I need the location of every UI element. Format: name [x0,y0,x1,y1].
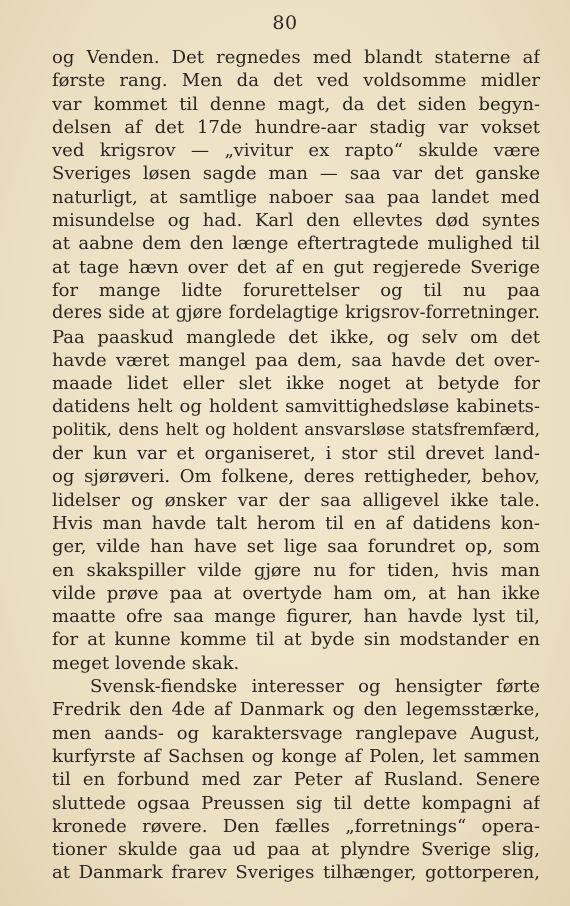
text-line: Paa paaskud manglede det ikke, og selv om det [52,326,540,348]
text-line: men aands- og karaktersvage ranglepave August, [52,722,540,744]
text-line: maatte ofre saa mange figurer, han havde lyst til, [52,606,540,628]
text-line: datidens helt og holdent samvittighedsløse kabinets- [52,396,540,418]
text-line: og Venden. Det regnedes med blandt staterne af [52,47,540,68]
text-line: tioner skulde gaa ud paa at plyndre Sverige slig, [52,839,540,861]
text-line: Hvis man havde talt herom til en af datidens kon- [52,512,540,534]
text-line: Sveriges løsen sagde man — saa var det ganske [52,163,540,185]
text-line: for at kunne komme til at byde sin modstander en [52,629,540,651]
text-line: var kommet til denne magt, da det siden begyn- [52,93,540,115]
text-line: Fredrik den 4de af Danmark og den legemsstærke, [52,699,540,721]
text-line: meget lovende skak. [52,652,240,674]
text-line: og sjørøveri. Om folkene, deres rettigheder, behov, [52,466,540,488]
text-line: for mange lidte forurettelser og til nu paa [52,279,540,301]
text-line: at aabne dem den længe eftertragtede mulighed til [52,233,540,255]
text-line: ved krigsrov — „vivitur ex rapto“ skulde være [52,140,540,162]
body-text [52,46,540,885]
text-line: deres side at gjøre fordelagtige krigsrov-forretninger. [52,303,540,324]
text-line: til en forbund med zar Peter af Rusland. Senere [52,769,540,791]
page-number: 80 [272,12,298,34]
text-line: Svensk-fiendske interesser og hensigter førte [90,676,540,698]
text-line: politik, dens helt og holdent ansvarsløse statsfremfærd, [52,419,540,440]
text-line: at tage hævn over det af en gut regjerede Sverige [52,256,540,278]
text-line: sluttede ogsaa Preussen sig til dette kompagni af [52,792,540,814]
text-line: vilde prøve paa at overtyde ham om, at han ikke [52,582,540,604]
text-line: havde været mangel paa dem, saa havde det over- [52,349,540,371]
text-line: at Danmark frarev Sveriges tilhænger, gottorperen, [52,862,540,884]
text-line: delsen af det 17de hundre-aar stadig var vokset [52,116,540,138]
text-line: der kun var et organiseret, i stor stil drevet land- [52,443,540,465]
text-line: naturligt, at samtlige naboer saa paa landet med [52,186,540,208]
text-line: første rang. Men da det ved voldsomme midler [52,70,540,92]
text-line: ger, vilde han have set lige saa forundret op, som [52,536,540,558]
text-line: lidelser og ønsker var der saa alligevel ikke tale. [52,489,540,511]
text-line: kronede røvere. Den fælles „forretnings“ opera- [52,815,540,837]
text-line: maade lidet eller slet ikke noget at betyde for [52,373,540,395]
text-line: misundelse og had. Karl den ellevtes død syntes [52,210,540,232]
text-line: kurfyrste af Sachsen og konge af Polen, let sammen [52,745,540,767]
text-line: en skakspiller vilde gjøre nu for tiden, hvis man [52,559,540,581]
